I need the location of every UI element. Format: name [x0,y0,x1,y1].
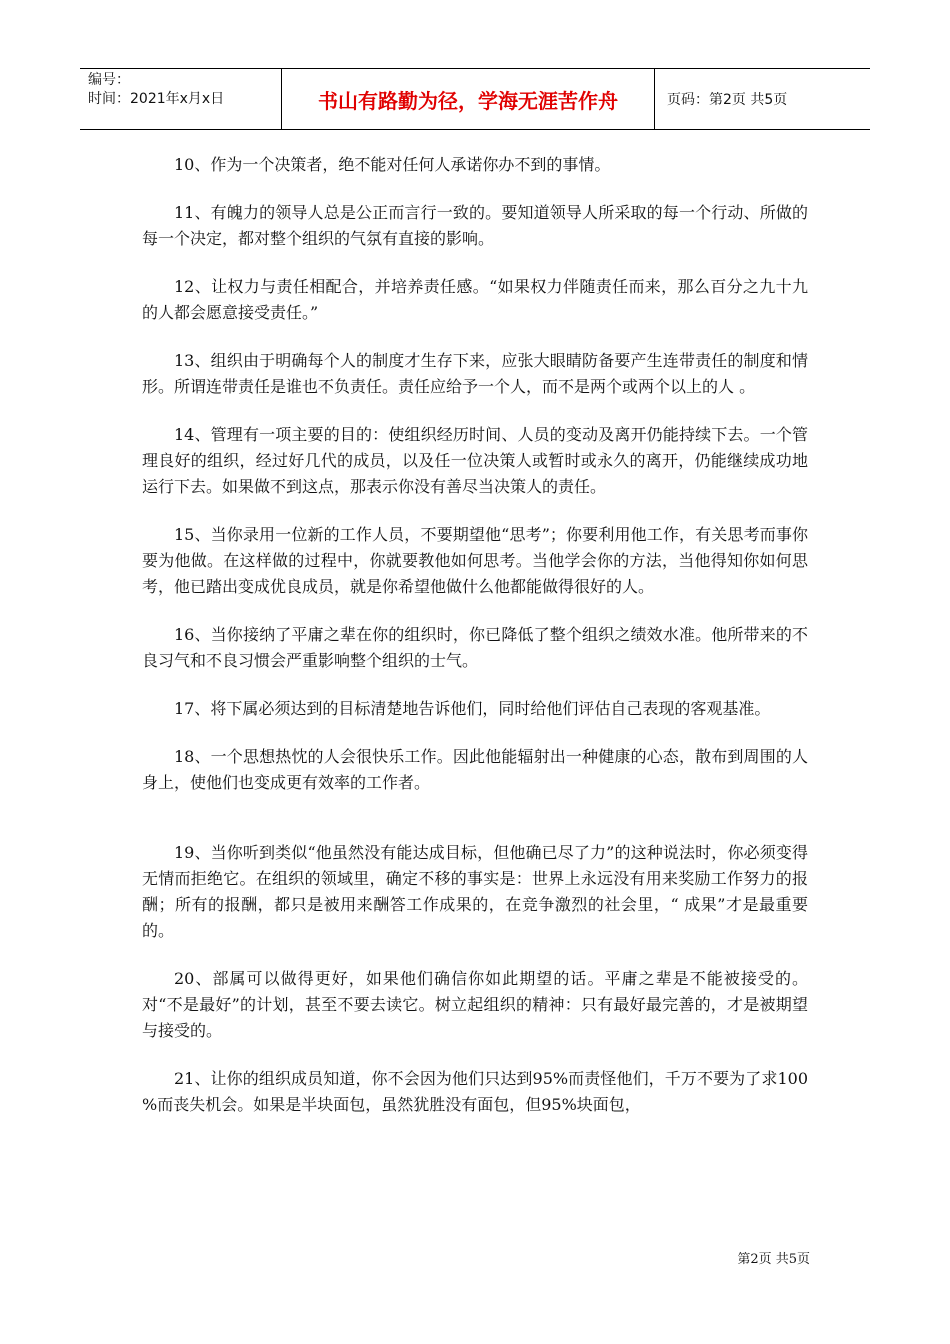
page-header [80,68,870,130]
paragraph-10: 10、作为一个决策者，绝不能对任何人承诺你办不到的事情。 [174,155,611,174]
paragraph-14: 14、管理有一项主要的目的：使组织经历时间、人员的变动及离开仍能持续下去。一个管理良好的组织，经过好几代的成员，以及任一位决策人或暂时或永久的离开，仍能继续成功地运行下去。如果做不到这点，那表示你没有善尽当决策人的责任。 [142,425,808,496]
paragraph-15: 15、当你录用一位新的工作人员，不要期望他“思考”；你要利用他工作，有关思考而事你要为他做。在这样做的过程中，你就要教他如何思考。当他学会你的方法，当他得知你如何思考，他已踏出变成优良成员，就是你希望他做什么他都能做得很好的人。 [142,525,808,596]
header-page-label: 页码：第2页 共5页 [667,92,788,108]
paragraph-21: 21、让你的组织成员知道，你不会因为他们只达到95%而责怪他们，千万不要为了求100 %而丧失机会。如果是半块面包，虽然犹胜没有面包，但95%块面包， [142,1069,808,1114]
header-meta [80,69,282,129]
paragraph-11: 11、有魄力的领导人总是公正而言行一致的。要知道领导人所采取的每一个行动、所做的每一个决定，都对整个组织的气氛有直接的影响。 [142,203,808,248]
paragraph-20: 20、部属可以做得更好，如果他们确信你如此期望的话。平庸之辈是不能被接受的。对“不是最好”的计划，甚至不要去读它。树立起组织的精神：只有最好最完善的，才是被期望与接受的。 [142,969,808,1040]
page-footer: 第2页 共5页 [737,1252,810,1267]
paragraph-18: 18、一个思想热忱的人会很快乐工作。因此他能辐射出一种健康的心态，散布到周围的人身上，使他们也变成更有效率的工作者。 [142,747,808,792]
document-body [142,152,808,1140]
date-label: 时间：2021年x月x日 [88,91,225,107]
code-label: 编号： [88,72,130,88]
paragraph-12: 12、让权力与责任相配合，并培养责任感。“如果权力伴随责任而来，那么百分之九十九的人都会愿意接受责任。” [142,277,808,322]
paragraph-17: 17、将下属必须达到的目标清楚地告诉他们，同时给他们评估自己表现的客观基准。 [174,699,771,718]
paragraph-13: 13、组织由于明确每个人的制度才生存下来，应张大眼睛防备要产生连带责任的制度和情形。所谓连带责任是谁也不负责任。责任应给予一个人，而不是两个或两个以上的人 。 [142,351,808,396]
header-motto: 书山有路勤为径，学海无涯苦作舟 [282,69,655,129]
paragraph-19: 19、当你听到类似“他虽然没有能达成目标，但他确已尽了力”的这种说法时，你必须变得无情而拒绝它。在组织的领域里，确定不移的事实是：世界上永远没有用来奖励工作努力的报酬；所有的报酬，都只是被用来酬答工作成果的，在竞争激烈的社会里，“ 成果”才是最重要的。 [142,843,808,940]
paragraph-16: 16、当你接纳了平庸之辈在你的组织时，你已降低了整个组织之绩效水准。他所带来的不良习气和不良习惯会严重影响整个组织的士气。 [142,625,808,670]
paragraph-spacer [142,818,808,840]
